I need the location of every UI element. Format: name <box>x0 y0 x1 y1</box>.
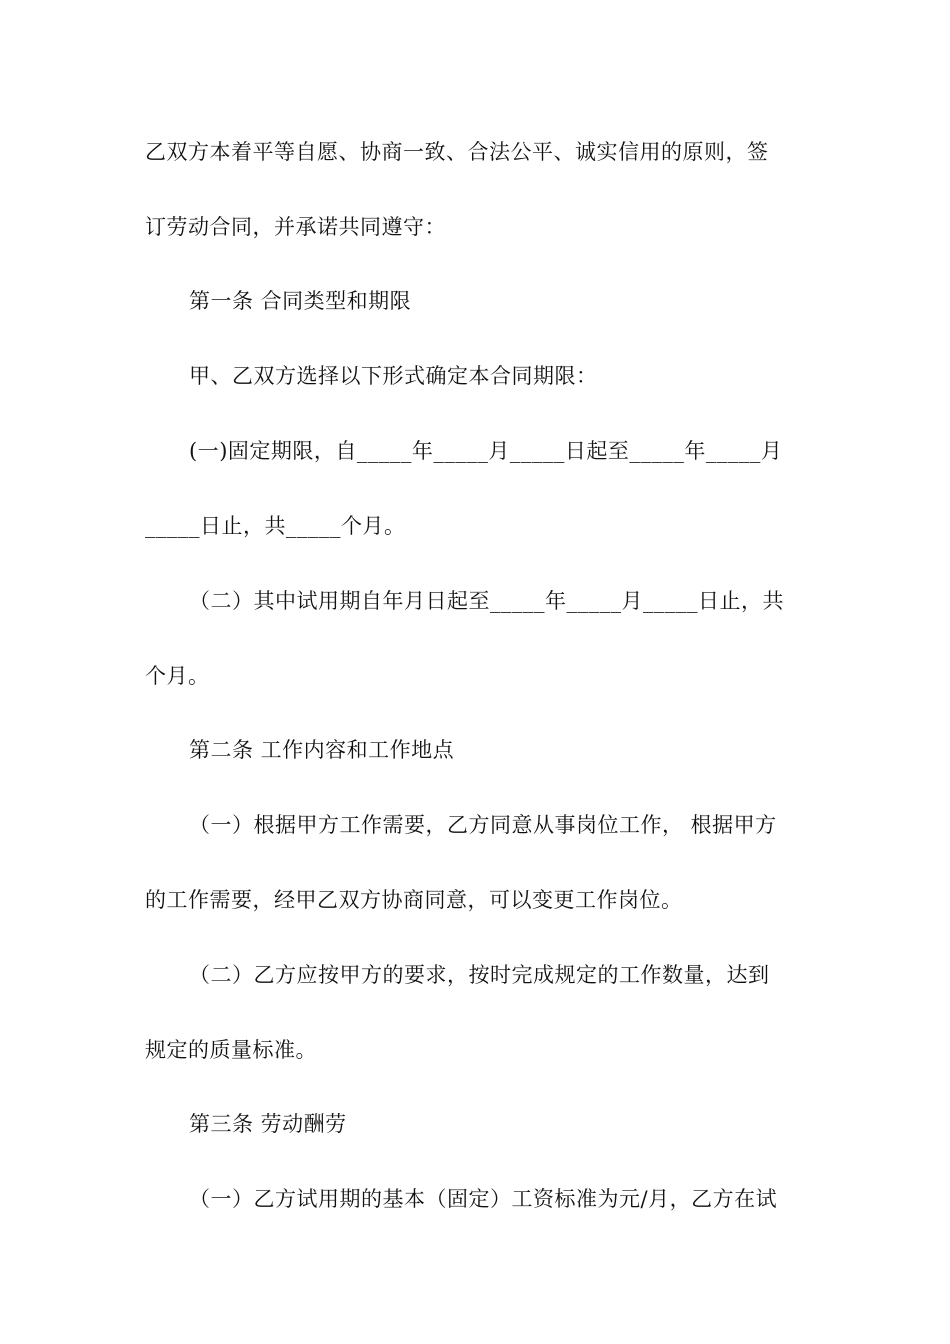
paragraph-line: 甲、乙双方选择以下形式确定本合同期限： <box>189 364 598 388</box>
paragraph-line: 乙双方本着平等自愿、协商一致、合法公平、诚实信用的原则，签 <box>145 140 769 164</box>
article-heading: 第一条 合同类型和期限 <box>189 289 412 313</box>
article-heading: 第三条 劳动酬劳 <box>189 1112 347 1136</box>
paragraph-line: （二）其中试用期自年月日起至_____年_____月_____日止，共 <box>189 589 784 613</box>
paragraph-line: （一）乙方试用期的基本（固定）工资标准为元/月，乙方在试 <box>189 1187 778 1211</box>
paragraph-line: 订劳动合同，并承诺共同遵守： <box>145 215 446 239</box>
paragraph-line: _____日止，共_____个月。 <box>145 514 406 538</box>
paragraph-line: 个月。 <box>145 664 210 688</box>
paragraph-line: 的工作需要，经甲乙双方协商同意，可以变更工作岗位。 <box>145 888 683 912</box>
paragraph-line: (一)固定期限，自_____年_____月_____日起至_____年_____月 <box>189 439 783 463</box>
paragraph-line: （二）乙方应按甲方的要求，按时完成规定的工作数量，达到 <box>189 963 770 987</box>
paragraph-line: （一）根据甲方工作需要，乙方同意从事岗位工作， 根据甲方 <box>189 813 777 837</box>
article-heading: 第二条 工作内容和工作地点 <box>189 738 455 762</box>
paragraph-line: 规定的质量标准。 <box>145 1038 317 1062</box>
